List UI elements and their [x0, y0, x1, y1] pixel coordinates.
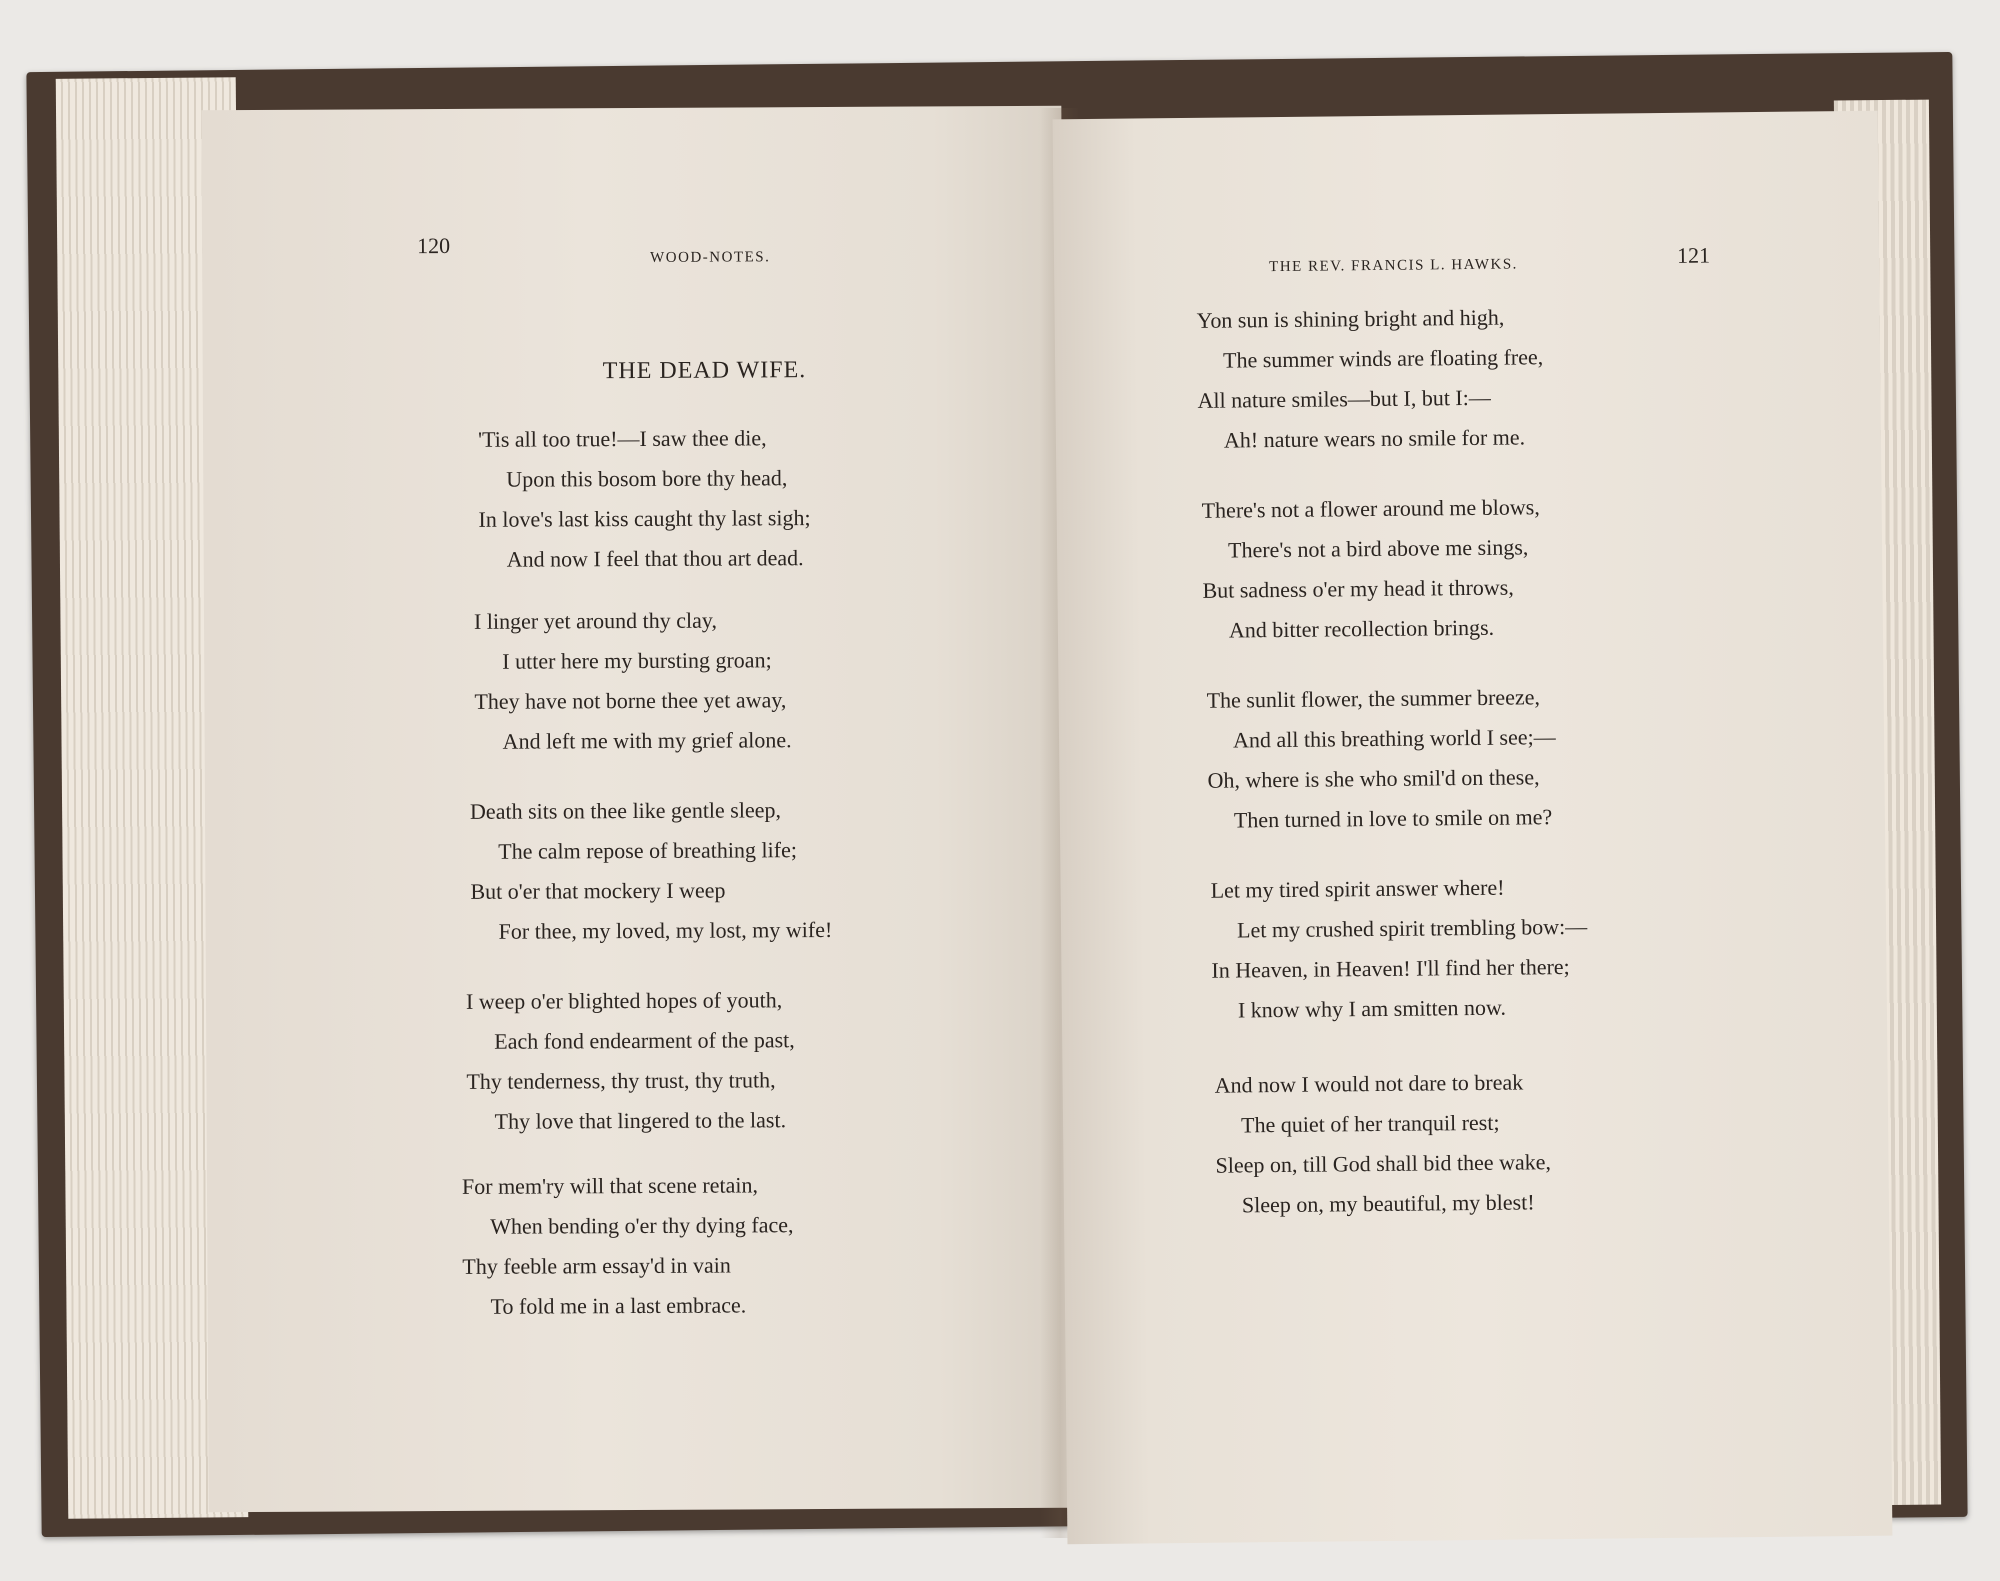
- poem-line: I linger yet around thy clay,: [473, 607, 718, 634]
- poem-line: Sleep on, my beautiful, my blest!: [1241, 1189, 1535, 1218]
- poem-line: There's not a bird above me sings,: [1227, 534, 1529, 563]
- left-page: [201, 106, 1068, 1512]
- poem-line: I know why I am smitten now.: [1237, 994, 1507, 1023]
- poem-line: The sunlit flower, the summer breeze,: [1206, 684, 1541, 713]
- poem-line: The quiet of her tranquil rest;: [1240, 1109, 1500, 1138]
- poem-line: Ah! nature wears no smile for me.: [1223, 424, 1526, 453]
- poem-line: The calm repose of breathing life;: [498, 837, 797, 864]
- page-number-right: 121: [1676, 242, 1711, 268]
- poem-title: THE DEAD WIFE.: [602, 357, 807, 385]
- poem-line: Yon sun is shining bright and high,: [1196, 304, 1505, 333]
- poem-line: And bitter recollection brings.: [1228, 614, 1495, 643]
- poem-line: Then turned in love to smile on me?: [1233, 804, 1553, 833]
- poem-line: Thy love that lingered to the last.: [494, 1107, 787, 1134]
- poem-line: Oh, where is she who smil'd on these,: [1207, 764, 1540, 793]
- poem-line: There's not a flower around me blows,: [1201, 494, 1540, 523]
- poem-line: I weep o'er blighted hopes of youth,: [465, 987, 783, 1014]
- running-head-right: THE REV. FRANCIS L. HAWKS.: [1269, 256, 1518, 276]
- poem-line: Thy feeble arm essay'd in vain: [462, 1252, 731, 1279]
- poem-line: In love's last kiss caught thy last sigh;: [478, 505, 811, 532]
- poem-line: But sadness o'er my head it throws,: [1202, 574, 1514, 603]
- poem-line: For thee, my loved, my lost, my wife!: [498, 916, 833, 944]
- poem-line: When bending o'er thy dying face,: [490, 1212, 794, 1239]
- poem-line: They have not borne thee yet away,: [474, 687, 787, 714]
- poem-line: Let my crushed spirit trembling bow:—: [1236, 913, 1588, 943]
- poem-line: Upon this bosom bore thy head,: [506, 465, 788, 492]
- poem-line: Thy tenderness, thy trust, thy truth,: [466, 1067, 776, 1094]
- poem-line: 'Tis all too true!—I saw thee die,: [477, 425, 767, 452]
- poem-line: I utter here my bursting groan;: [502, 647, 772, 674]
- running-head-left: WOOD-NOTES.: [650, 249, 771, 266]
- poem-line: And now I feel that thou art dead.: [506, 545, 804, 572]
- poem-line: The summer winds are floating free,: [1222, 344, 1544, 373]
- poem-line: Let my tired spirit answer where!: [1210, 874, 1505, 903]
- poem-line: But o'er that mockery I weep: [470, 877, 726, 904]
- poem-line: And all this breathing world I see;—: [1232, 724, 1556, 753]
- poem-line: In Heaven, in Heaven! I'll find her there;: [1211, 953, 1570, 983]
- poem-line: All nature smiles—but I, but I:—: [1197, 384, 1491, 413]
- poem-line: Each fond endearment of the past,: [494, 1027, 795, 1054]
- right-page: [1053, 111, 1893, 1545]
- poem-line: Death sits on thee like gentle sleep,: [469, 797, 782, 824]
- page-number-left: 120: [416, 232, 451, 259]
- poem-line: For mem'ry will that scene retain,: [461, 1172, 759, 1199]
- poem-line: And left me with my grief alone.: [502, 727, 792, 754]
- poem-line: To fold me in a last embrace.: [490, 1292, 747, 1319]
- poem-line: And now I would not dare to break: [1214, 1069, 1524, 1098]
- poem-line: Sleep on, till God shall bid thee wake,: [1215, 1149, 1552, 1178]
